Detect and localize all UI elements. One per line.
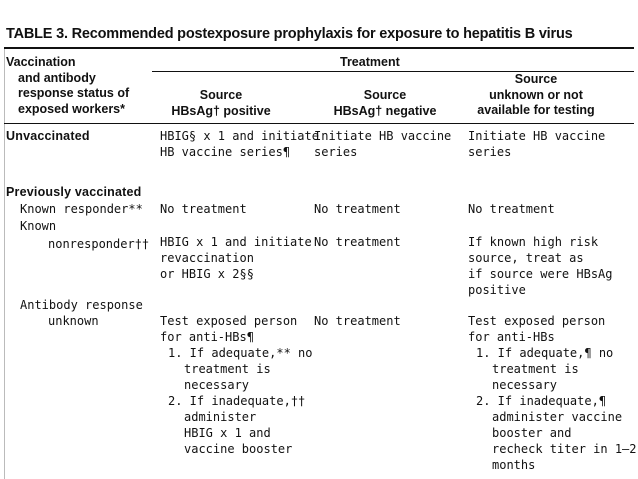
- row-label-known-nonresponder: Known nonresponder††: [20, 219, 150, 251]
- responder-unknown: No treatment: [468, 202, 555, 216]
- table-title: TABLE 3. Recommended postexposure prophylaxis for exposure to hepatitis B virus: [6, 26, 573, 42]
- antibody-unknown-positive: Test exposed person for anti-HBs¶ 1. If adequate,** no treatment is necessary 2. If inadequate,†† administer HBIG x 1 and vaccine booster: [160, 314, 313, 456]
- row-group-previously-vaccinated: Previously vaccinated: [6, 185, 142, 199]
- responder-positive: No treatment: [160, 202, 247, 216]
- row-label-antibody-unknown: Antibody response unknown: [20, 298, 143, 328]
- header-rule: [4, 123, 634, 124]
- header-source-negative: Source HBsAg† negative: [333, 88, 437, 118]
- header-source-positive: Source HBsAg† positive: [171, 88, 271, 118]
- unvaccinated-positive: HBIG§ x 1 and initiate HB vaccine series¶: [160, 129, 319, 159]
- unvaccinated-unknown: Initiate HB vaccine series: [468, 129, 606, 159]
- responder-negative: No treatment: [314, 202, 401, 216]
- row-label-known-responder: Known responder**: [20, 202, 143, 216]
- nonresponder-positive: HBIG x 1 and initiate revaccination or HBIG x 2§§: [160, 235, 312, 281]
- row-label-unvaccinated: Unvaccinated: [6, 129, 90, 143]
- antibody-unknown-unknown: Test exposed person for anti-HBs 1. If adequate,¶ no treatment is necessary 2. If inadequate,¶ administer vaccine booster and recheck titer in 1–2 months: [468, 314, 637, 472]
- nonresponder-unknown: If known high risk source, treat as if source were HBsAg positive: [468, 235, 613, 297]
- title-rule: [4, 47, 634, 49]
- left-border: [4, 49, 5, 479]
- antibody-unknown-negative: No treatment: [314, 314, 401, 328]
- treatment-header: Treatment: [340, 55, 400, 69]
- nonresponder-negative: No treatment: [314, 235, 401, 249]
- status-column-header: Vaccination and antibody response status of exposed workers*: [6, 55, 130, 116]
- header-source-unknown: Source unknown or not available for testing: [477, 72, 595, 117]
- unvaccinated-negative: Initiate HB vaccine series: [314, 129, 452, 159]
